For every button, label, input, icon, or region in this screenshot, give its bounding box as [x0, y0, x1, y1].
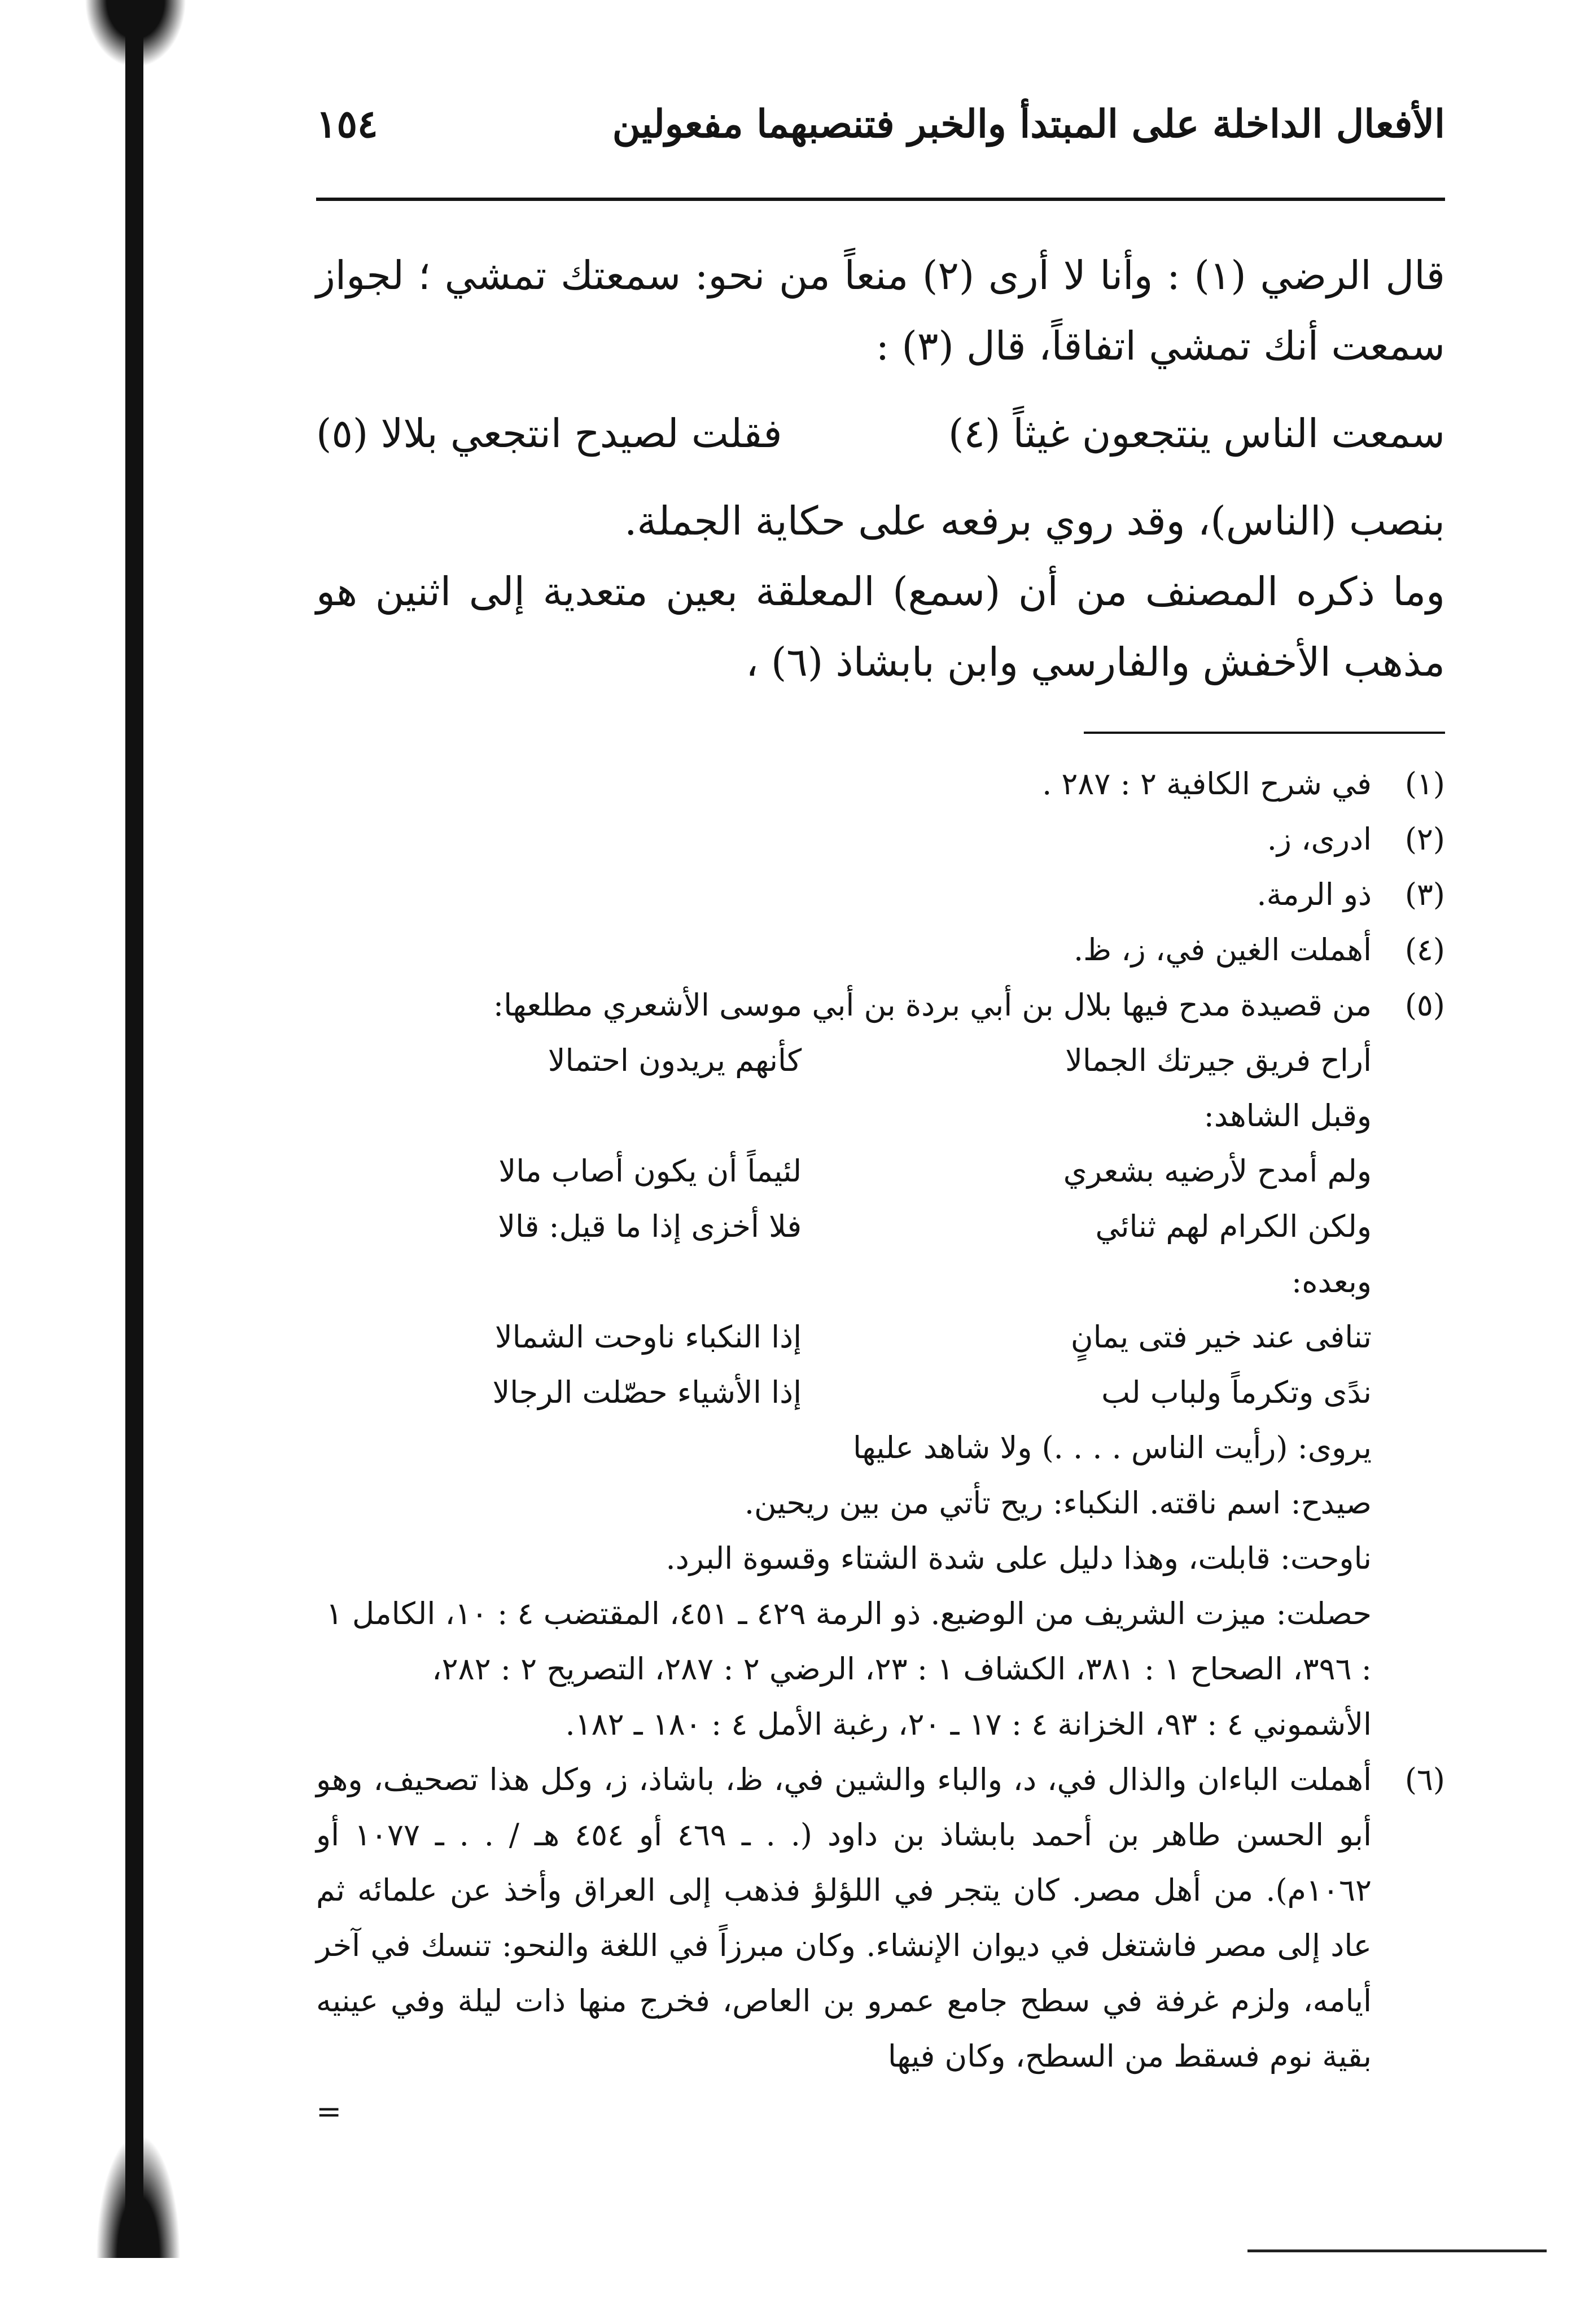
page-number: ١٥٤: [316, 102, 378, 147]
footnotes: [316, 756, 1445, 2139]
hemistich: إذا الأشياء حصّلت الرجالا: [492, 1375, 802, 1410]
binding-shadow-bottom: [96, 2134, 181, 2258]
verse: [316, 1144, 1445, 1199]
note-line: وبعده:: [1292, 1264, 1372, 1299]
footnote-text: في شرح الكافية ٢ : ٢٨٧ .: [1042, 766, 1372, 802]
footnote-number: (٥): [1404, 987, 1445, 1023]
footnote-5: [316, 978, 1445, 1033]
continuation-mark: =: [316, 2094, 342, 2129]
footnote-text: ادرى، ز.: [1267, 821, 1372, 857]
page-header: [316, 85, 1445, 147]
gloss-line: ناوحت: قابلت، وهذا دليل على شدة الشتاء وقسوة البرد.: [666, 1540, 1372, 1576]
paragraph-3: وما ذكره المصنف من أن (سمع) المعلقة بعين متعدية إلى اثنين هو مذهب الأخفش والفارسي وابن بابشاذ (٦) ،: [316, 568, 1445, 685]
footnote-6: [316, 1752, 1445, 2084]
footnote-4: [316, 922, 1445, 978]
footnote-3: [316, 867, 1445, 922]
gloss-line: حصلت: ميزت الشريف من الوضيع. ذو الرمة ٤٢٩ ـ ٤٥١، المقتضب ٤ : ١٠، الكامل ١ : ٣٩٦، الصحاح ١ : ٣٨١، الكشاف ١ : ٢٣، الرضي ٢ : ٢٨٧، التصريح ٢ : ٢٨٢، الأشموني ٤ : ٩٣، الخزانة ٤ : ١٧ ـ ٢٠، رغبة الأمل ٤ : ١٨٠ ـ ١٨٢.: [326, 1596, 1372, 1742]
verse: [316, 1310, 1445, 1365]
note-line: يروى: (رأيت الناس . . . .) ولا شاهد عليها: [852, 1430, 1372, 1465]
hemistich: أراح فريق جيرتك الجمالا: [1065, 1043, 1372, 1078]
hemistich: كأنهم يريدون احتمالا: [548, 1043, 802, 1078]
verse: [316, 1365, 1445, 1420]
footnote-number: (٦): [1404, 1762, 1445, 1797]
verse-second-hemistich: فقلت لصيدح انتجعي بلالا (٥): [316, 410, 782, 457]
page: [316, 85, 1445, 2230]
hemistich: ولكن الكرام لهم ثنائي: [1095, 1209, 1372, 1244]
footnote-text: أهملت الباءان والذال في، د، والباء والشين في، ظ، باشاذ، ز، وكل هذا تصحيف، وهو أبو الحسن طاهر بن أحمد بابشاذ بن داود (. . ـ ٤٦٩ أو ٤٥٤ هـ / . . ـ ١٠٧٧ أو ١٠٦٢م). من أهل مصر. كان يتجر في اللؤلؤ فذهب إلى العراق وأخذ عن علمائه ثم عاد إلى مصر فاشتغل في ديوان الإنشاء. وكان مبرزاً في اللغة والنحو: تنسك في آخر أيامه، ولزم غرفة في سطح جامع عمرو بن العاص، فخرج منها ذات ليلة وفي عينيه بقية نوم فسقط من السطح، وكان فيها: [316, 1762, 1372, 2074]
footnote-text: ذو الرمة.: [1257, 877, 1372, 912]
footnote-number: (٤): [1404, 932, 1445, 968]
paragraph-2: بنصب (الناس)، وقد روي برفعه على حكاية الجملة.: [624, 498, 1445, 544]
hemistich: تنافى عند خير فتى يمانٍ: [1070, 1319, 1372, 1355]
footnote-1: [316, 756, 1445, 812]
verse: [316, 1033, 1445, 1088]
footnote-number: (٣): [1404, 877, 1445, 912]
hemistich: ولم أمدح لأرضيه بشعري: [1063, 1153, 1372, 1189]
note-line: وقبل الشاهد:: [1203, 1098, 1372, 1133]
gloss-line: صيدح: اسم ناقته. النكباء: ريح تأتي من بين ريحين.: [744, 1485, 1372, 1521]
hemistich: فلا أخزى إذا ما قيل: قالا: [498, 1209, 802, 1244]
footnote-number: (٢): [1404, 821, 1445, 857]
paragraph-1: قال الرضي (١) : وأنا لا أرى (٢) منعاً من نحو: سمعتك تمشي ؛ لجواز سمعت أنك تمشي اتفاقاً، قال (٣) :: [316, 252, 1445, 369]
hemistich: لئيماً أن يكون أصاب مالا: [498, 1153, 802, 1189]
footnote-2: [316, 812, 1445, 867]
hemistich: ندًى وتكرماً ولباب لب: [1101, 1375, 1372, 1410]
main-text: [316, 240, 1445, 698]
footnote-text: من قصيدة مدح فيها بلال بن أبي بردة بن أبي موسى الأشعري مطلعها:: [493, 987, 1372, 1023]
hemistich: إذا النكباء ناوحت الشمالا: [494, 1319, 802, 1355]
footnote-number: (١): [1404, 766, 1445, 802]
verse-line: [316, 399, 1445, 469]
bottom-rule: [1247, 2249, 1547, 2252]
footnote-separator: [1084, 732, 1445, 734]
verse: [316, 1199, 1445, 1254]
header-rule: [316, 198, 1445, 201]
header-title: الأفعال الداخلة على المبتدأ والخبر فتنصبهما مفعولين: [612, 102, 1445, 147]
verse-first-hemistich: سمعت الناس ينتجعون غيثاً (٤): [948, 410, 1445, 457]
footnote-text: أهملت الغين في، ز، ظ.: [1073, 932, 1372, 968]
book-binding: [125, 0, 143, 2247]
